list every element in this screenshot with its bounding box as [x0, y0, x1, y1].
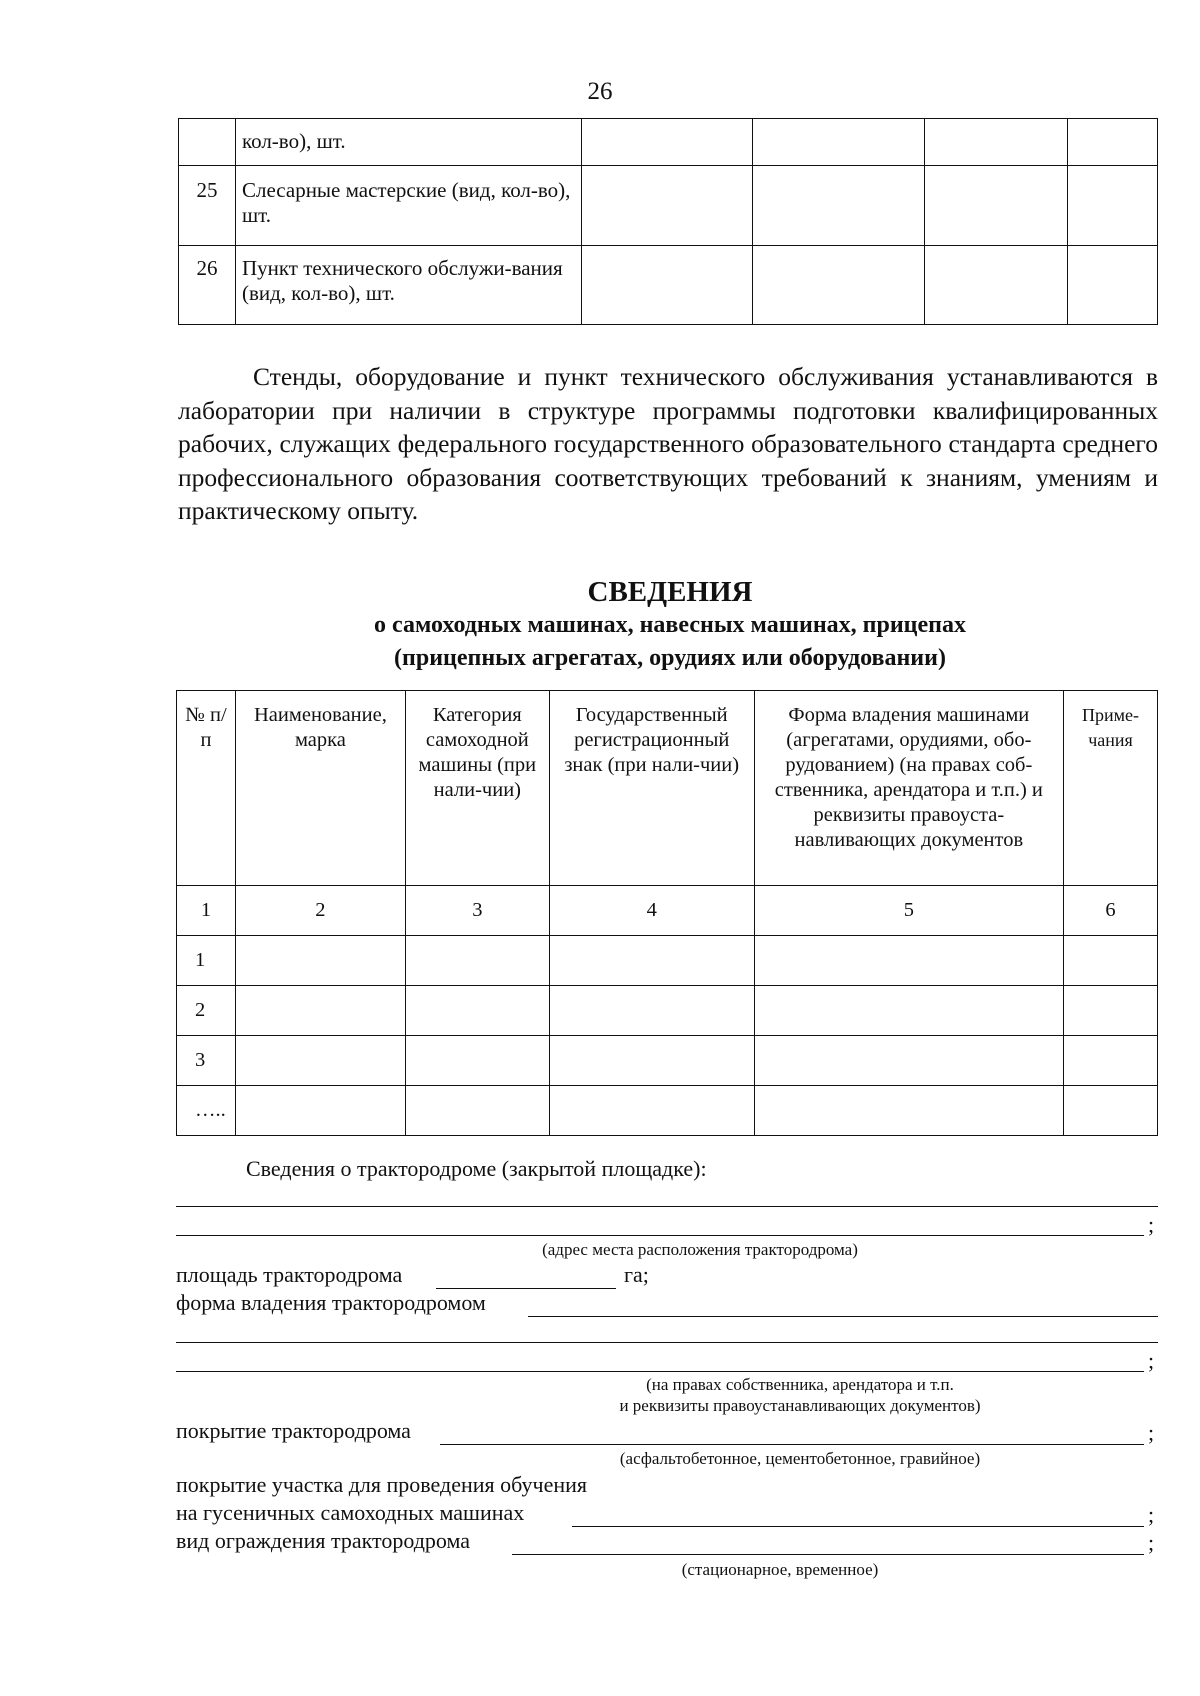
equipment-table-continuation — [178, 118, 1158, 325]
row-number: ….. — [177, 1086, 236, 1136]
column-number: 5 — [754, 886, 1063, 936]
area-label: площадь трактородрома — [176, 1262, 403, 1287]
section-subtitle-line-2: (прицепных агрегатах, орудиях или оборудовании) — [394, 645, 946, 671]
row-number — [179, 119, 236, 166]
area-line — [436, 1288, 616, 1289]
semicolon: ; — [1148, 1348, 1155, 1373]
ownership-caption-1: (на правах собственника, арендатора и т.п. — [646, 1375, 954, 1394]
tracked-line — [572, 1526, 1144, 1527]
address-line-2 — [176, 1235, 1144, 1236]
column-number: 1 — [177, 886, 236, 936]
column-number: 4 — [549, 886, 754, 936]
header-cell-category: Категория самоходной машины (при нали-чии) — [405, 691, 549, 886]
semicolon: ; — [1148, 1212, 1155, 1237]
table-row — [177, 1086, 1158, 1136]
column-number: 2 — [235, 886, 405, 936]
semicolon: ; — [1148, 1420, 1155, 1445]
table-row — [177, 936, 1158, 986]
header-row — [177, 691, 1158, 886]
row-text: Слесарные мастерские (вид, кол-во), шт. — [235, 166, 581, 246]
fence-label: вид ограждения трактородрома — [176, 1528, 471, 1553]
header-cell-registration: Государственный регистрационный знак (при нали-чии) — [549, 691, 754, 886]
table-row — [179, 246, 1158, 325]
table-row — [177, 986, 1158, 1036]
header-cell-notes: Приме-чания — [1064, 691, 1158, 886]
header-cell-name: Наименование, марка — [235, 691, 405, 886]
fence-line — [512, 1554, 1144, 1555]
address-line-1 — [176, 1206, 1158, 1207]
ownership-label: форма владения трактородромом — [176, 1290, 486, 1315]
header-cell-number: № п/п — [177, 691, 236, 886]
tractordrome-intro: Сведения о трактородроме (закрытой площадке): — [246, 1156, 707, 1181]
ownership-line-2 — [176, 1342, 1158, 1343]
tracked-label-1: покрытие участка для проведения обучения — [176, 1472, 587, 1497]
section-subtitle-line-1: о самоходных машинах, навесных машинах, прицепах — [374, 612, 966, 638]
section-title: СВЕДЕНИЯ — [587, 576, 753, 608]
row-number: 3 — [177, 1036, 236, 1086]
row-number: 26 — [179, 246, 236, 325]
table-row — [179, 166, 1158, 246]
coverage-label: покрытие трактородрома — [176, 1418, 411, 1443]
row-number: 2 — [177, 986, 236, 1036]
tracked-label-2: на гусеничных самоходных машинах — [176, 1500, 525, 1525]
vehicles-table — [176, 690, 1158, 1136]
semicolon: ; — [1148, 1502, 1155, 1527]
fence-caption: (стационарное, временное) — [681, 1560, 879, 1579]
row-number: 25 — [179, 166, 236, 246]
row-text: кол-во), шт. — [235, 119, 581, 166]
ownership-line-1 — [528, 1316, 1158, 1317]
row-number: 1 — [177, 936, 236, 986]
column-number: 6 — [1064, 886, 1158, 936]
address-caption: (адрес места расположения трактородрома) — [542, 1240, 858, 1259]
column-number: 3 — [405, 886, 549, 936]
table-row — [177, 1036, 1158, 1086]
body-paragraph: Стенды, оборудование и пункт технического обслуживания устанавливаются в лаборатории при наличии в структуре программы подготовки квалифицированных рабочих, служащих федерального государственного образовательного стандарта среднего профессионального образования соответствующих требований к знаниям, умениям и практическому опыту. — [178, 362, 1158, 525]
header-cell-ownership: Форма владения машинами (агрегатами, орудиями, обо-рудованием) (на правах соб-ственника, арендатора и т.п.) и реквизиты правоуста-навливающих документов — [754, 691, 1063, 886]
row-text: Пункт технического обслужи-вания (вид, кол-во), шт. — [235, 246, 581, 325]
area-unit: га; — [624, 1262, 649, 1287]
coverage-line — [440, 1444, 1144, 1445]
page-number: 26 — [587, 78, 613, 105]
column-number-row — [177, 886, 1158, 936]
semicolon: ; — [1148, 1530, 1155, 1555]
ownership-caption-2: и реквизиты правоустанавливающих документов) — [619, 1396, 981, 1415]
ownership-line-3 — [176, 1371, 1144, 1372]
coverage-caption: (асфальтобетонное, цементобетонное, гравийное) — [619, 1449, 981, 1468]
table-row — [179, 119, 1158, 166]
